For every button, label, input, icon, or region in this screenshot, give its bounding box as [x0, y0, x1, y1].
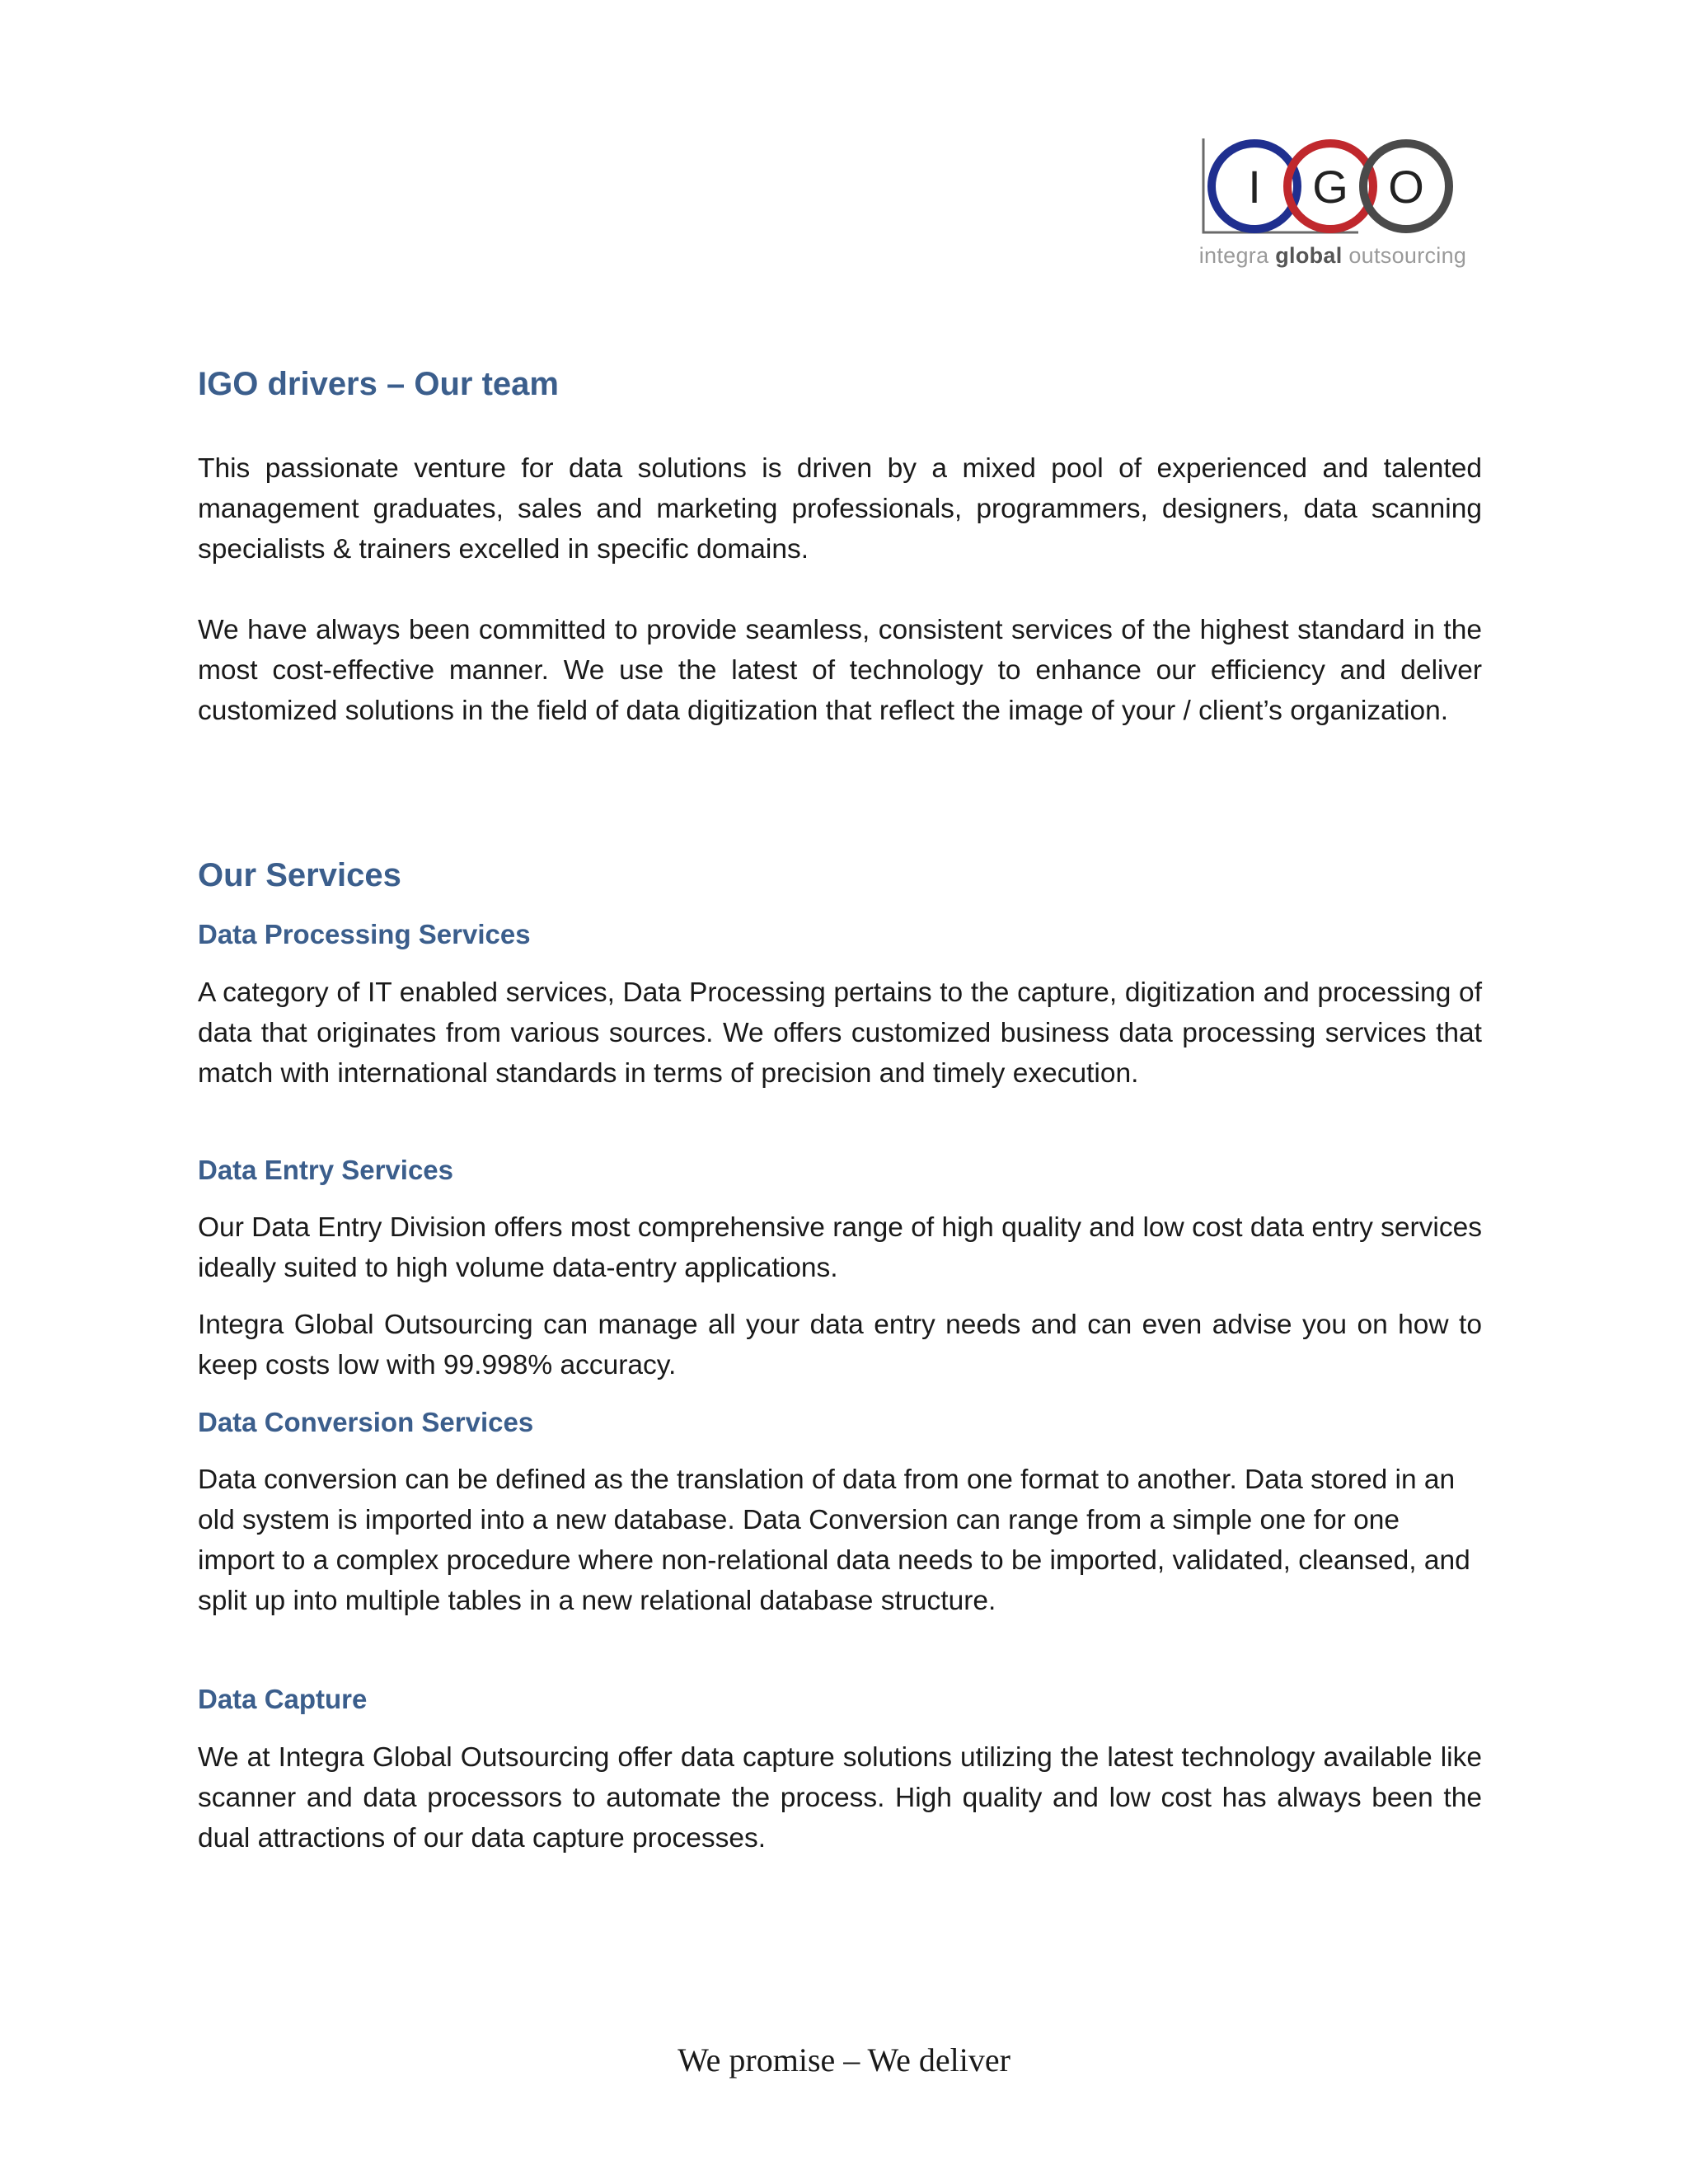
data-entry-text-1: Our Data Entry Division offers most comprehensive range of high quality and low cost data entry services ideally suited to high volume data-entry applications. — [198, 1212, 1482, 1283]
data-capture-block — [198, 1681, 1482, 1718]
footer-slogan: We promise – We deliver — [678, 2041, 1010, 2079]
team-paragraph-1: This passionate venture for data solutions is driven by a mixed pool of experienced and talented management graduates, sales and marketing professionals, programmers, designers, data scanning specialists & trainers excelled in specific domains. — [198, 453, 1482, 565]
data-processing-title: Data Processing Services — [198, 919, 531, 949]
igo-logo — [1197, 132, 1469, 276]
data-capture-title: Data Capture — [198, 1684, 368, 1714]
team-paragraph-2-block — [198, 610, 1482, 731]
logo-rings-icon — [1197, 132, 1469, 243]
logo-tagline-outsourcing: outsourcing — [1342, 243, 1467, 268]
data-conversion-title: Data Conversion Services — [198, 1407, 534, 1437]
logo-tagline-integra: integra — [1198, 243, 1276, 268]
data-conversion-block — [198, 1404, 1482, 1441]
logo-tagline — [1197, 243, 1469, 269]
logo-letter-o: O — [1388, 161, 1424, 213]
data-entry-text-1-block — [198, 1207, 1482, 1288]
logo-letter-g: G — [1312, 161, 1348, 213]
data-entry-block — [198, 1152, 1482, 1188]
data-processing-text: A category of IT enabled services, Data Processing pertains to the capture, digitization and processing of data that originates from various sources. We offers customized business data processing services that match with international standards in terms of precision and timely execution. — [198, 977, 1482, 1089]
team-section — [198, 363, 1482, 405]
data-conversion-text: Data conversion can be defined as the translation of data from one format to another. Data stored in an old system is imported into a new database. Data Conversion can range from a simple one for one import to a complex procedure where non-relational data needs to be imported, validated, cleansed, and split up into multiple tables in a new relational database structure. — [198, 1465, 1470, 1616]
data-conversion-text-block — [198, 1460, 1482, 1621]
team-heading: IGO drivers – Our team — [198, 366, 559, 402]
logo-tagline-global: global — [1275, 243, 1343, 268]
data-entry-text-2: Integra Global Outsourcing can manage all your data entry needs and can even advise you on how to keep costs low with 99.998% accuracy. — [198, 1310, 1482, 1380]
data-capture-text-block — [198, 1737, 1482, 1858]
data-processing-block — [198, 916, 1482, 953]
data-processing-text-block — [198, 972, 1482, 1094]
services-heading: Our Services — [198, 857, 401, 893]
data-entry-text-2-block — [198, 1305, 1482, 1385]
team-paragraph-2: We have always been committed to provide seamless, consistent services of the highest standard in the most cost-effective manner. We use the latest of technology to enhance our efficiency and deliver customized solutions in the field of data digitization that reflect the image of your / client’s organization. — [198, 615, 1482, 726]
data-entry-title: Data Entry Services — [198, 1155, 454, 1185]
services-section — [198, 854, 1482, 897]
data-capture-text: We at Integra Global Outsourcing offer data capture solutions utilizing the latest technology available like scanner and data processors to automate the process. High quality and low cost has always been the dual attractions of our data capture processes. — [198, 1742, 1482, 1854]
team-paragraph-1-block — [198, 448, 1482, 569]
logo-letter-i: I — [1248, 161, 1261, 213]
